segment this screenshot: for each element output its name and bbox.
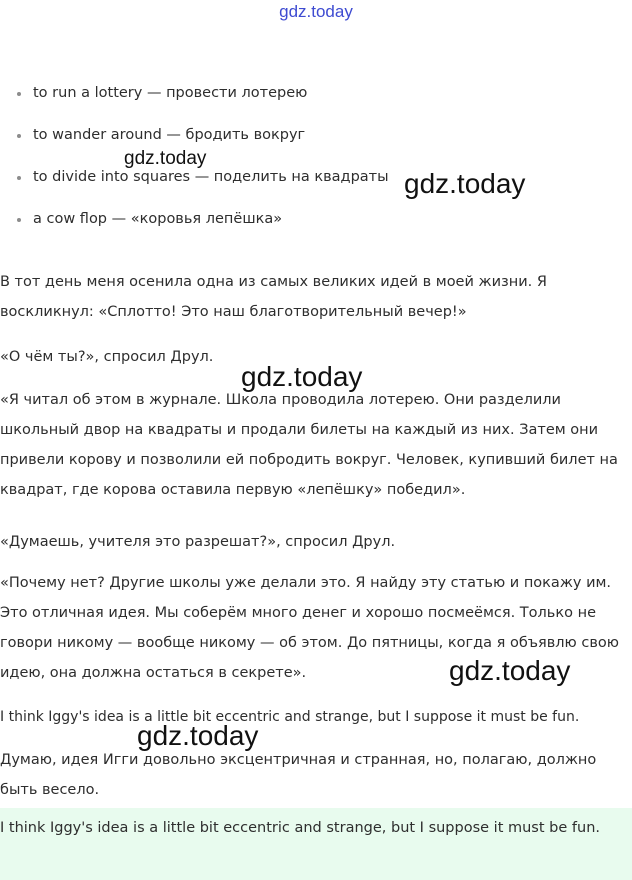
paragraph: «Я читал об этом в журнале. Школа проводила лотерею. Они разделили школьный двор на квадраты и продали билеты на каждый из них. Затем они привели корову и позволили ей побродить вокруг. Человек, купивший билет на квадрат, где корова оставила первую «лепёшку» победил». [0, 392, 618, 498]
exercise-translation: Думаю, идея Игги довольно эксцентричная и странная, но, полагаю, должно быть весело. [0, 752, 597, 798]
watermark: gdz.today [449, 655, 571, 686]
watermark: gdz.today [124, 148, 207, 169]
site-watermark-header: gdz.today [279, 2, 353, 21]
answer-box [0, 808, 632, 880]
list-item: to divide into squares — поделить на квадраты [0, 156, 389, 198]
paragraph: «Думаешь, учителя это разрешат?», спросил Друл. [0, 534, 396, 550]
list-item: to wander around — бродить вокруг [0, 114, 389, 156]
watermark: gdz.today [404, 168, 526, 199]
watermark: gdz.today [137, 720, 259, 751]
list-item: a cow flop — «коровья лепёшка» [0, 198, 389, 240]
paragraph: В тот день меня осенила одна из самых великих идей в моей жизни. Я воскликнул: «Сплотто! Это наш благотворительный вечер!» [0, 274, 547, 320]
exercise-sentence: I think Iggy's idea is a little bit eccentric and strange, but I suppose it must be fun. [0, 709, 580, 725]
paragraph: «О чём ты?», спросил Друл. [0, 349, 214, 365]
paragraph: «Почему нет? Другие школы уже делали это. Я найду эту статью и покажу им. Это отличная идея. Мы соберём много денег и хорошо посмеёмся. Только не говори никому — вообще никому — об этом. До пятницы, когда я объявлю свою идею, она должна остаться в секрете». [0, 575, 619, 681]
answer-text: I think Iggy's idea is a little bit eccentric and strange, but I suppose it must be fun. [0, 820, 600, 836]
list-item: to run a lottery — провести лотерею [0, 72, 389, 114]
vocabulary-list [0, 72, 389, 240]
watermark: gdz.today [241, 361, 363, 392]
